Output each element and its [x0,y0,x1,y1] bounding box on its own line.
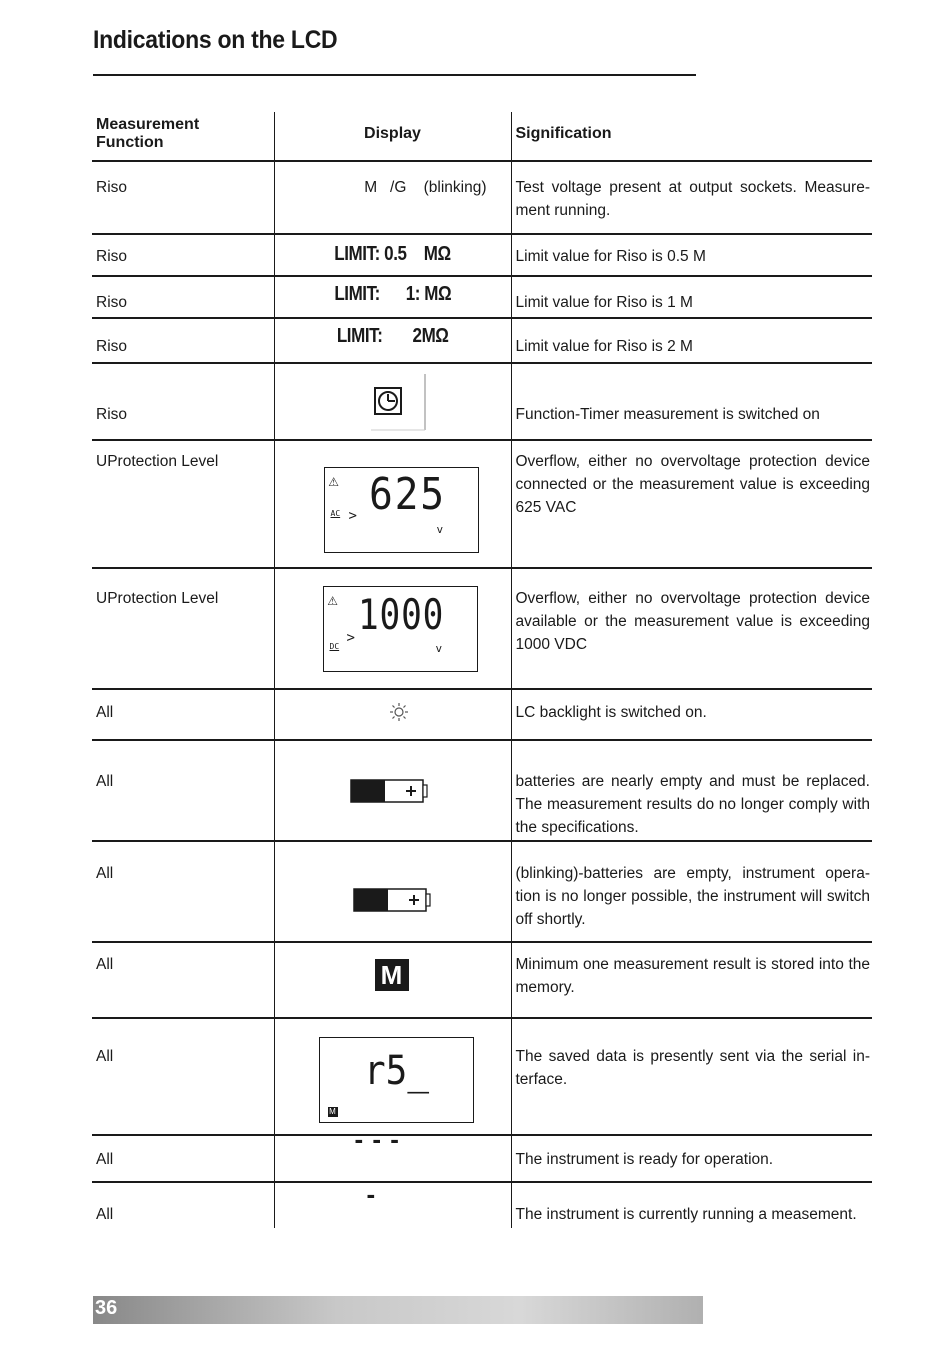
running-dash: - [366,1179,376,1209]
cell-signification: Overflow, either no overvoltage protection device connected or the measurement value is exceeding 625 VAC [511,440,872,568]
cell-display [274,318,511,363]
cell-display [274,568,511,689]
cell-function: All [92,942,274,1018]
lcd-display-625 [324,467,479,553]
ac-label: AC [330,509,341,518]
cell-function: All [92,841,274,942]
table-row [92,1135,872,1182]
unit-label: v [435,642,443,655]
table-header-row [92,112,872,161]
cell-display [274,1018,511,1135]
cell-display [274,942,511,1018]
cell-signification: Limit value for Riso is 0.5 M [511,234,872,276]
warning-icon: ⚠ [328,471,339,491]
cell-display [274,440,511,568]
greater-than-sign: > [348,508,357,524]
cell-function: All [92,689,274,740]
cell-display [274,1179,511,1228]
cell-display [274,841,511,942]
table-row [92,740,872,841]
cell-display: M /G (blinking) [274,161,511,234]
cell-function: Riso [92,234,274,276]
cell-display [274,234,511,276]
footer-bar [93,1296,703,1324]
lcd-value: 625 [368,469,446,520]
table-row [92,568,872,689]
cell-function: All [92,1182,274,1228]
cell-function: Riso [92,276,274,318]
cell-display [274,276,511,318]
unit-label: v [436,523,444,536]
table-row [92,440,872,568]
limit-display: LIMIT: 2MΩ [336,325,449,347]
cell-function: All [92,740,274,841]
table-row [92,1182,872,1228]
cell-display [274,363,511,440]
battery-empty-icon [353,888,433,914]
cell-function: Riso [92,161,274,234]
warning-icon: ⚠ [327,590,338,610]
page-number: 36 [95,1297,118,1319]
cell-signification: Limit value for Riso is 1 M [511,276,872,318]
cell-signification: (blinking)-batteries are empty, instrument opera-tion is no longer possible, the instrument will switch off shortly. [511,841,872,942]
cell-signification: Minimum one measurement result is stored into the memory. [511,942,872,1018]
cell-function: All [92,1135,274,1182]
table-row [92,689,872,740]
table-row [92,363,872,440]
limit-display: LIMIT: 1: MΩ [334,283,451,305]
limit-display: LIMIT: 0.5 MΩ [334,243,451,265]
title-divider [93,74,696,76]
cell-display [274,689,511,740]
lcd-display-serial [319,1037,474,1123]
cell-signification: LC backlight is switched on. [511,689,872,740]
lcd-display-1000 [323,586,478,672]
ready-dashes: - - - [354,1124,400,1154]
cell-signification: Test voltage present at output sockets. Measure-ment running. [511,161,872,234]
cell-signification: Limit value for Riso is 2 M [511,318,872,363]
table-row [92,318,872,363]
table-row [92,942,872,1018]
cell-signification: batteries are nearly empty and must be replaced. The measurement results do no longer comply with the specifications. [511,740,872,841]
greater-than-sign: > [346,630,355,646]
timer-icon [369,372,429,432]
cell-signification: Function-Timer measurement is switched on [511,363,872,440]
table-row [92,161,872,234]
header-display: Display [274,112,511,161]
cell-function: Riso [92,318,274,363]
backlight-icon [389,702,409,722]
table-row [92,234,872,276]
table-row [92,276,872,318]
lcd-value: 1000 [357,590,444,639]
lcd-indications-table [92,112,872,1228]
cell-function: UProtection Level [92,568,274,689]
lcd-value: r5_ [363,1048,429,1094]
memory-badge: M [375,959,409,991]
memory-mini-badge: M [329,1107,336,1116]
cell-function: All [92,1018,274,1135]
table-row [92,841,872,942]
cell-signification: The instrument is ready for operation. [511,1135,872,1182]
table-row [92,1018,872,1135]
cell-signification: The saved data is presently sent via the serial in-terface. [511,1018,872,1135]
cell-function: Riso [92,363,274,440]
battery-low-icon [350,779,430,805]
cell-display [274,1124,511,1182]
header-function: Measurement Function [92,112,274,161]
dc-label: DC [329,642,340,651]
cell-display [274,740,511,841]
cell-signification: The instrument is currently running a measement. [515,1206,857,1223]
cell-function: UProtection Level [92,440,274,568]
page-title: Indications on the LCD [93,26,338,54]
cell-signification: Overflow, either no overvoltage protection device available or the measurement value is exceeding 1000 VDC [511,568,872,689]
header-signification: Signification [511,112,872,161]
